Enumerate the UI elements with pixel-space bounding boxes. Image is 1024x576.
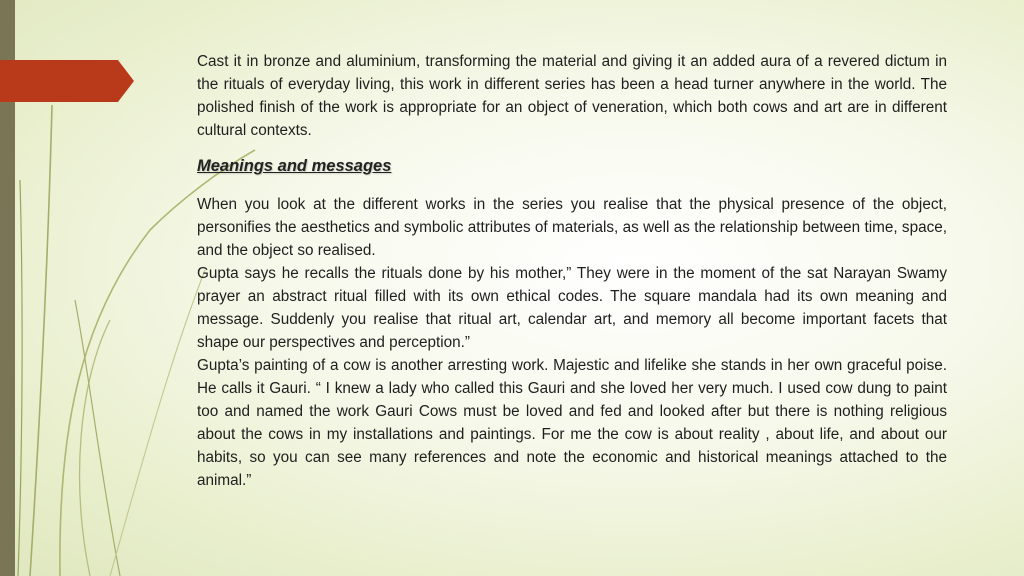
red-arrow-tab [0,60,134,102]
grass-blade [75,300,120,576]
intro-paragraph: Cast it in bronze and aluminium, transforming the material and giving it an added aura of a revered dictum in the rituals of everyday living, this work in different series has been a head turner anywhere in the world. The polished finish of the work is appropriate for an object of veneration, which both cows and art are in different cultural contexts. [197,53,947,139]
grass-blade [110,270,205,576]
body-paragraph-1: When you look at the different works in the series you realise that the physical presence of the object, personifies the aesthetics and symbolic attributes of materials, as well as the relationship between time, space, and the object so realised. [197,196,947,259]
body-paragraph-3: Gupta’s painting of a cow is another arresting work. Majestic and lifelike she stands in her own graceful poise. He calls it Gauri. “ I knew a lady who called this Gauri and she loved her very much. I used cow dung to paint too and named the work Gauri Cows must be loved and fed and looked after but there is nothing religious about the cows in my installations and paintings. For me the cow is about reality , about life, and about our habits, so you can see many references and note the economic and historical meanings attached to the animal.” [197,357,947,489]
grass-blade [30,105,52,576]
grass-blade [18,180,22,576]
section-heading: Meanings and messages [197,157,392,175]
body-paragraph-2: Gupta says he recalls the rituals done by his mother,” They were in the moment of the sat Narayan Swamy prayer an abstract ritual filled with its own ethical codes. The square mandala had its own meaning and message. Suddenly you realise that ritual art, calendar art, and memory all become important facets that shape our perspectives and perception.” [197,265,947,351]
text-content [197,50,947,492]
